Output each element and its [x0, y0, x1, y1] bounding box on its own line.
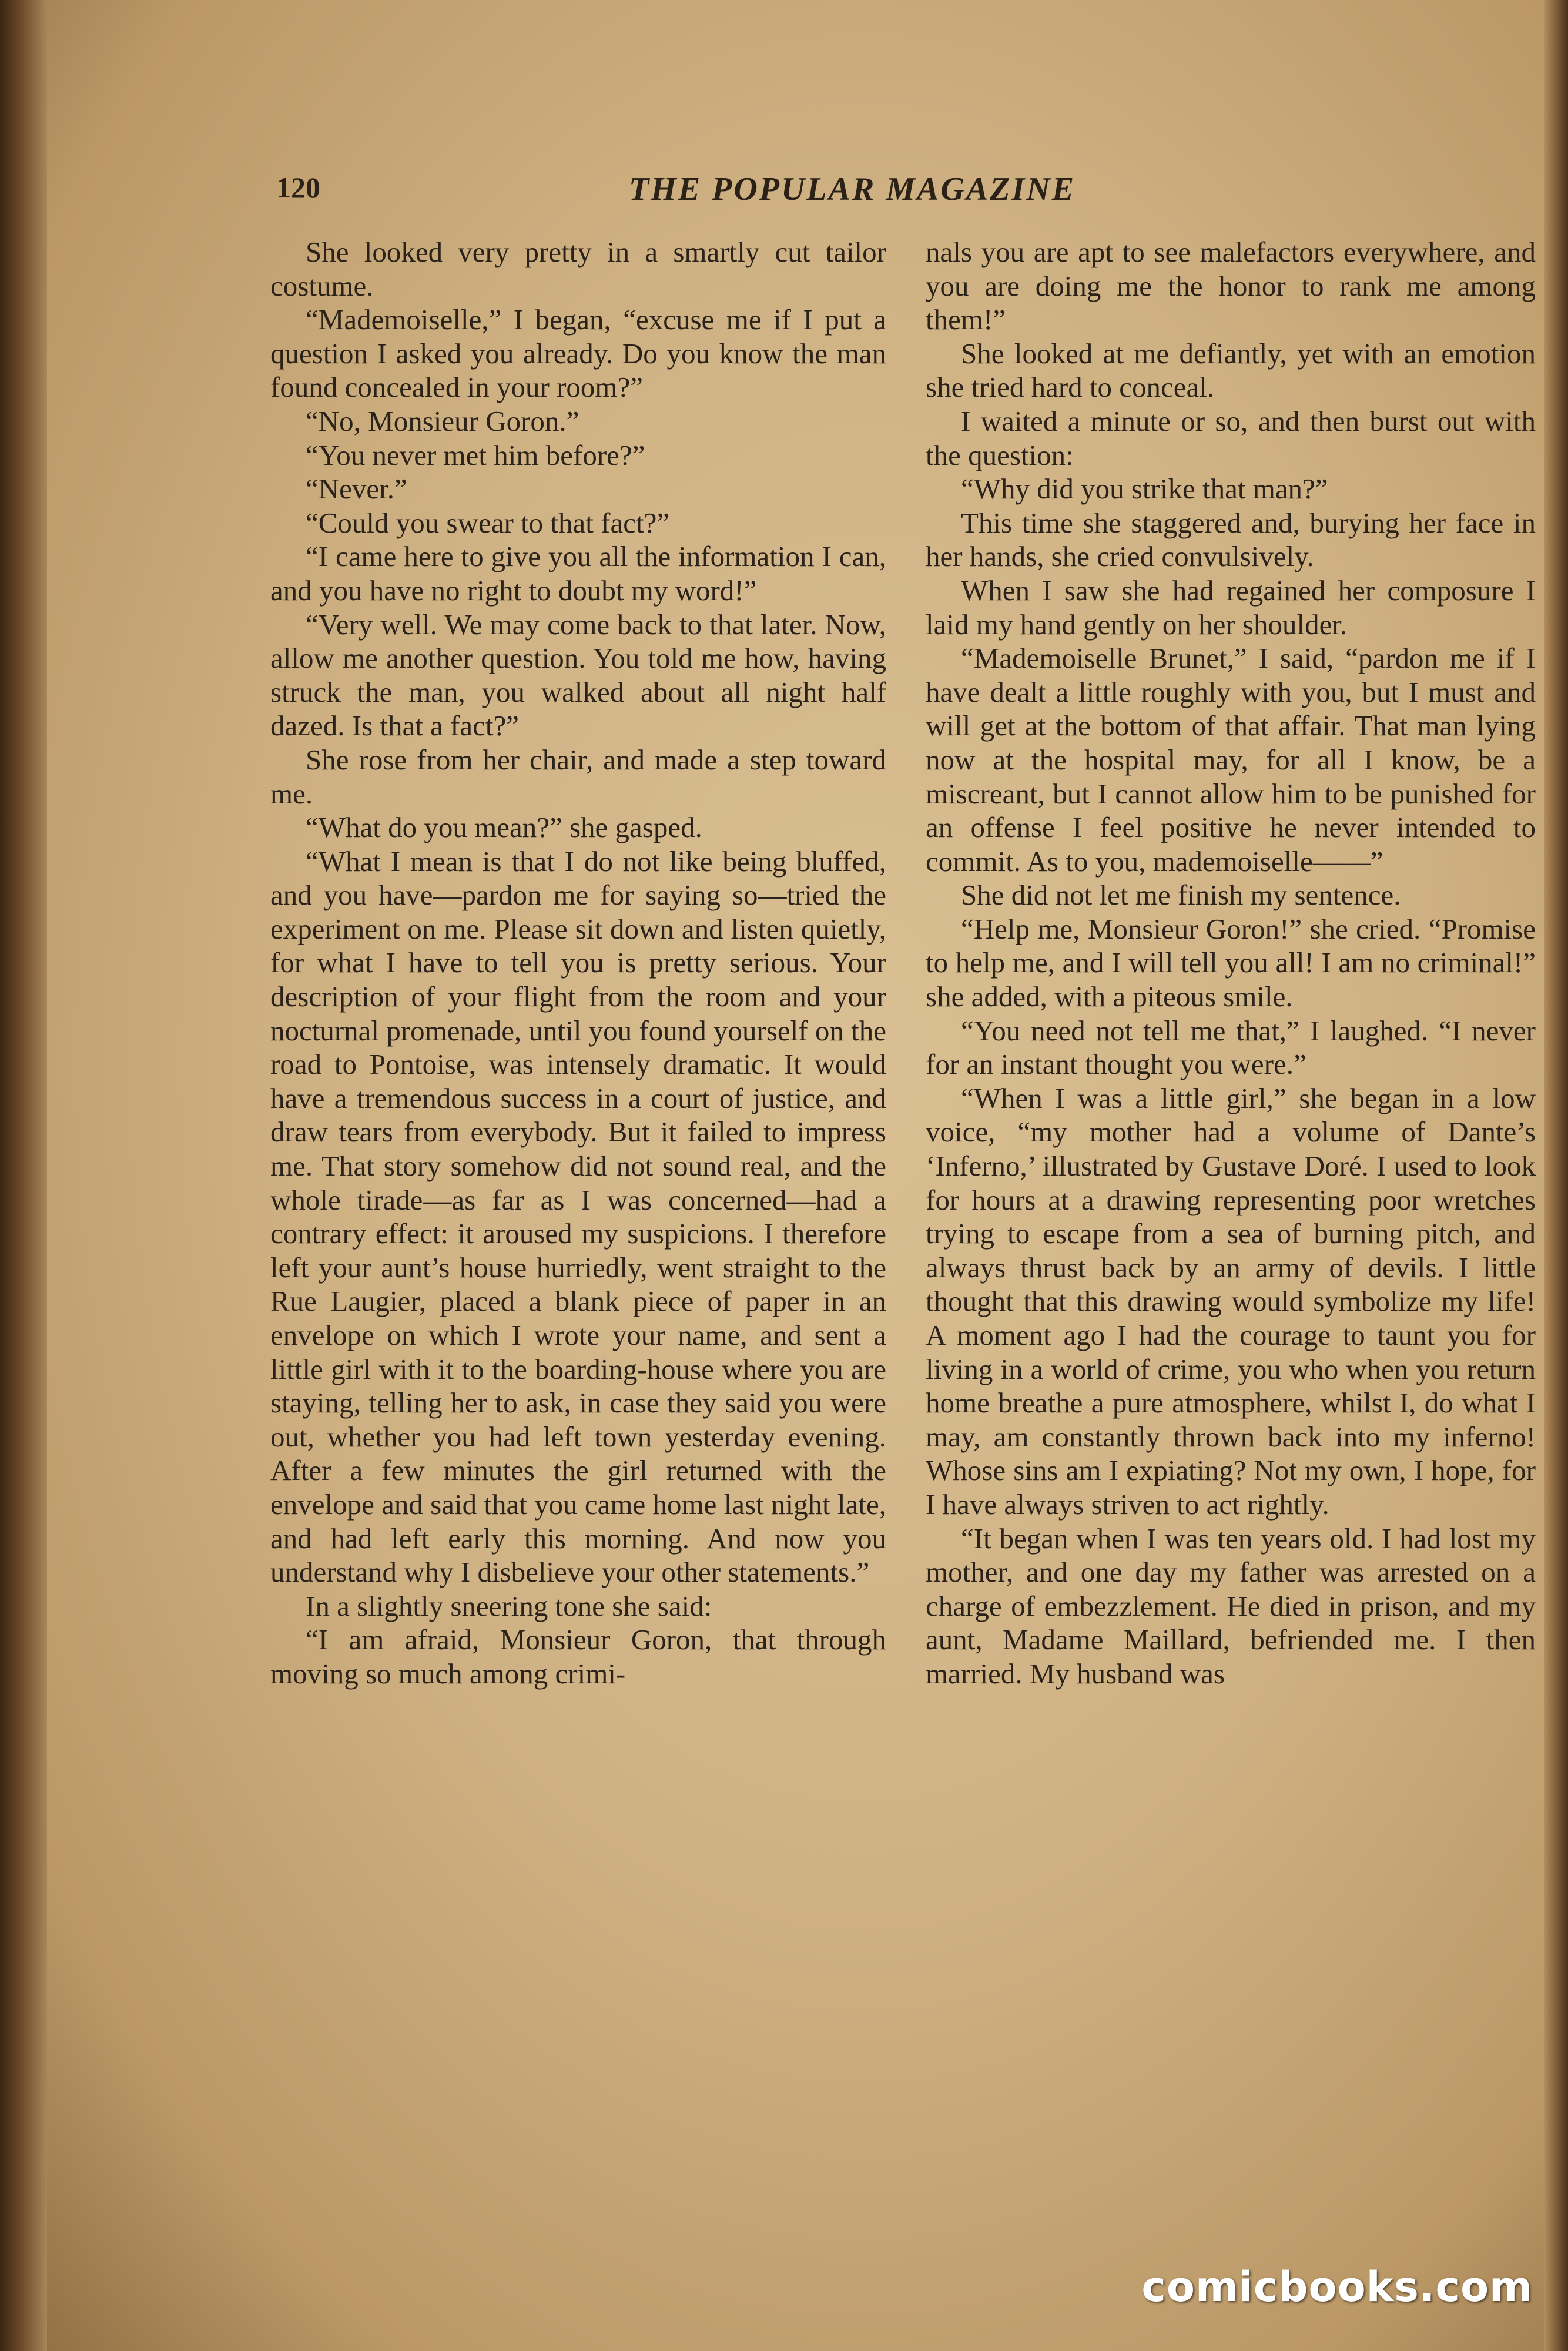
right-text-column [926, 235, 1536, 1691]
paragraph: “Very well. We may come back to that later. Now, allow me another question. You told me how, having struck the man, you walked about all night half dazed. Is that a fact?” [270, 608, 886, 742]
paragraph: “What do you mean?” she gasped. [306, 811, 702, 844]
paragraph: When I saw she had regained her composure I laid my hand gently on her shoulder. [926, 574, 1536, 641]
page-spine-shadow [0, 0, 47, 2351]
page-header [276, 170, 1540, 212]
paragraph: “No, Monsieur Goron.” [306, 404, 579, 437]
paragraph: “I am afraid, Monsieur Goron, that through moving so much among crimi- [270, 1623, 886, 1690]
paragraph: “When I was a little girl,” she began in a low voice, “my mother had a volume of Dante’s ‘Inferno,’ illustrated by Gustave Doré. I used to look for hours at a drawing representing poor wretches trying to escape from a sea of burning pitch, and always thrust back by an army of devils. I little thought that this drawing would symbolize my life! A moment ago I had the courage to taunt you for living in a world of crime, you who when you return home breathe a pure atmosphere, whilst I, do what I may, am constantly thrown back into my inferno! Whose sins am I expiating? Not my own, I hope, for I have always striven to act rightly. [926, 1081, 1536, 1521]
page-number: 120 [276, 171, 320, 204]
paragraph: She looked at me defiantly, yet with an emotion she tried hard to conceal. [926, 337, 1536, 404]
paragraph: In a slightly sneering tone she said: [306, 1589, 712, 1622]
running-title: THE POPULAR MAGAZINE [629, 171, 1076, 207]
paragraph: “Mademoiselle Brunet,” I said, “pardon me if I have dealt a little roughly with you, but I must and will get at the bottom of that affair. That man lying now at the hospital may, for all I know, be a miscreant, but I cannot allow him to be punished for an offense I feel positive he never intended to commit. As to you, mademoiselle——” [926, 642, 1536, 878]
left-text-column [270, 235, 886, 1691]
paragraph: She looked very pretty in a smartly cut tailor costume. [270, 236, 886, 302]
paragraph-continued: nals you are apt to see malefactors everywhere, and you are doing me the honor to rank me among them!” [926, 236, 1536, 336]
paragraph: I waited a minute or so, and then burst out with the question: [926, 404, 1536, 471]
paragraph: “Mademoiselle,” I began, “excuse me if I put a question I asked you already. Do you know the man found concealed in your room?” [270, 303, 886, 404]
paragraph: “It began when I was ten years old. I had lost my mother, and one day my father was arrested on a charge of embezzlement. He died in prison, and my aunt, Madame Maillard, befriended me. I then married. My husband was [926, 1522, 1536, 1690]
paragraph: She did not let me finish my sentence. [961, 879, 1401, 912]
paragraph: She rose from her chair, and made a step toward me. [270, 743, 886, 810]
paragraph: “Never.” [306, 473, 407, 505]
paragraph: “You never met him before?” [306, 438, 645, 471]
paragraph: “You need not tell me that,” I laughed. “I never for an instant thought you were.” [926, 1014, 1536, 1081]
paragraph: This time she staggered and, burying her face in her hands, she cried convulsively. [926, 506, 1536, 573]
paragraph: “Could you swear to that fact?” [306, 506, 670, 539]
paragraph: “I came here to give you all the information I can, and you have no right to doubt my word!” [270, 540, 886, 607]
paragraph: “Why did you strike that man?” [961, 473, 1328, 505]
paragraph: “What I mean is that I do not like being bluffed, and you have—pardon me for saying so—tried the experiment on me. Please sit down and listen quietly, for what I have to tell you is pretty serious. Your description of your flight from the room and your nocturnal promenade, until you found yourself on the road to Pontoise, was intensely dramatic. It would have a tremendous success in a court of justice, and draw tears from everybody. But it failed to impress me. That story somehow did not sound real, and the whole tirade—as far as I was concerned—had a contrary effect: it aroused my suspicions. I therefore left your aunt’s house hurriedly, went straight to the Rue Laugier, placed a blank piece of paper in an envelope on which I wrote your name, and sent a little girl with it to the boarding-house where you are staying, telling her to ask, in case they said you were out, whether you had left town yesterday evening. After a few minutes the girl returned with the envelope and said that you came home last night late, and had left early this morning. And now you understand why I disbelieve your other statements.” [270, 845, 886, 1589]
page-edge [1544, 0, 1568, 2351]
paragraph: “Help me, Monsieur Goron!” she cried. “Promise to help me, and I will tell you all! I am no criminal!” she added, with a piteous smile. [926, 912, 1536, 1013]
site-watermark: comicbooks.com [1141, 2263, 1533, 2311]
